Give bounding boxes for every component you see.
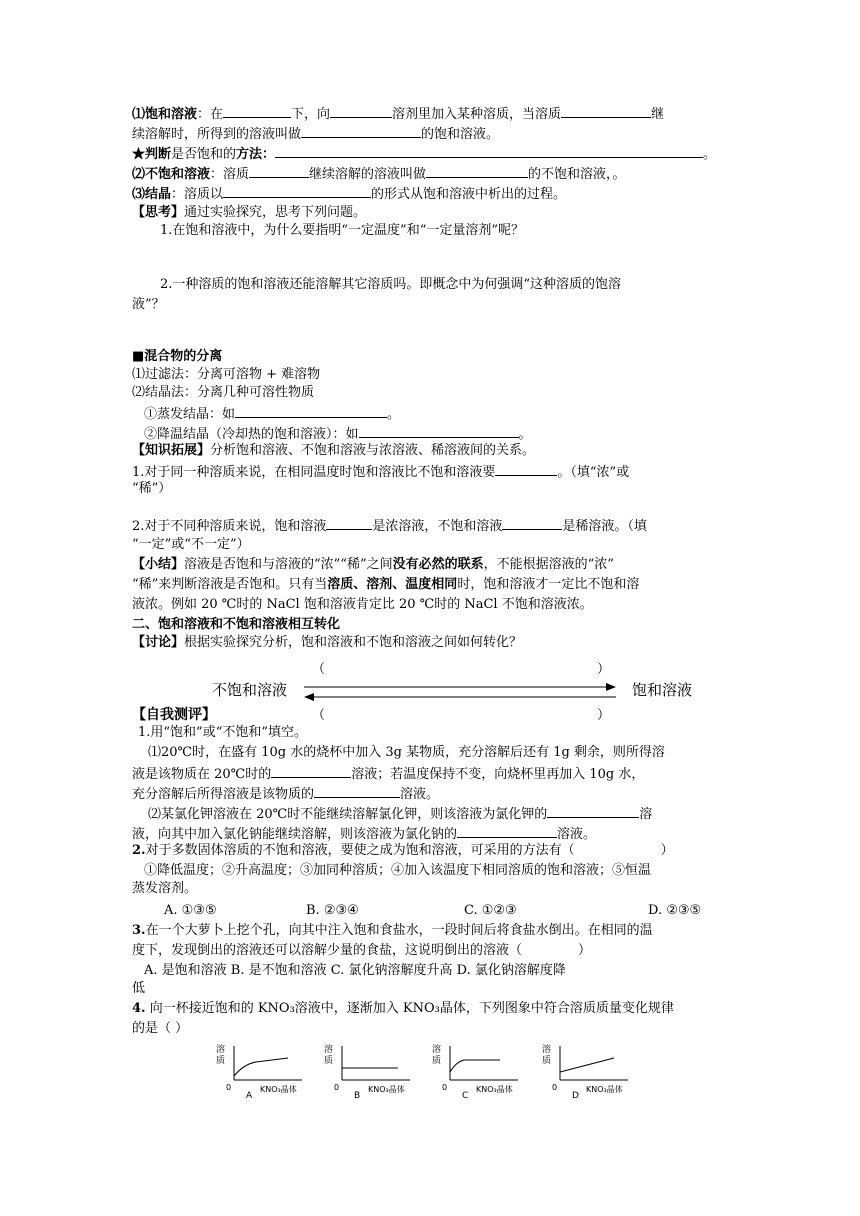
ext-q1-line1: 1.对于同一种溶质来说，在相同温度时饱和溶液比不饱和溶液要 。（填“浓”或	[132, 462, 629, 482]
graph-ylabel-1: 溶	[542, 1045, 552, 1055]
def-unsaturated-line: ⑵不饱和溶液：溶质 继续溶解的溶液叫做 的不饱和溶液，。	[132, 164, 626, 184]
paren-top-close: ）	[597, 662, 611, 677]
evaporation-line: ①蒸发结晶：如 。	[144, 404, 400, 424]
paren-bottom-open: （	[312, 708, 326, 723]
test-q4-line2: 的是（ ）	[132, 1021, 189, 1036]
graph-origin: 0	[226, 1083, 232, 1092]
graph-origin: 0	[442, 1083, 448, 1092]
graph-ylabel-1: 溶	[216, 1045, 226, 1055]
blank-unsat-of[interactable]	[426, 164, 528, 178]
cooling-line: ②降温结晶（冷却热的饱和溶液）：如 。	[144, 424, 532, 444]
graph-d[interactable]	[536, 1042, 636, 1104]
graph-a[interactable]	[210, 1042, 310, 1104]
blank-cool-example[interactable]	[359, 424, 519, 438]
graph-xlabel: KNO₃晶体	[368, 1085, 405, 1094]
extension-line: 【知识拓展】分析饱和溶液、不饱和溶液与浓溶液、稀溶液间的关系。	[132, 443, 536, 458]
graph-ylabel-2: 质	[542, 1056, 552, 1066]
think-q2-line1: 2.一种溶质的饱和溶液还能溶解其它溶质吗。即概念中为何强调“这种溶质的饱溶	[160, 277, 622, 292]
graph-ylabel-2: 质	[216, 1056, 226, 1066]
test-q2-choice-d[interactable]: D. ②③⑤	[648, 903, 702, 918]
discussion-line: 【讨论】根据实验探究分析，饱和溶液和不饱和溶液之间如何转化？	[132, 635, 523, 650]
arrowhead-left	[304, 693, 314, 701]
graph-letter: B	[354, 1091, 361, 1100]
test-q2-line: 2.对于多数固体溶质的不饱和溶液，要使之成为饱和溶液，可采用的方法有（ ）	[132, 843, 674, 858]
graph-ylabel-2: 质	[432, 1056, 442, 1066]
conversion-arrows	[300, 680, 620, 704]
test-q1a-line3: 充分溶解后所得溶液是该物质的 溶液。	[132, 784, 439, 804]
graph-xlabel: KNO₃晶体	[476, 1085, 513, 1094]
def-saturated-line1: ⑴饱和溶液：在 下，向 溶剂里加入某种溶质，当溶质 继	[132, 104, 664, 124]
ext-q2-line1: 2.对于不同种溶质来说，饱和溶液 是浓溶液，不饱和溶液 是稀溶液。（填	[132, 516, 647, 536]
blank-test-q1b-1[interactable]	[547, 804, 639, 818]
graph-origin: 0	[334, 1083, 340, 1092]
blank-test-q1a-1[interactable]	[271, 764, 351, 778]
graph-ylabel-2: 质	[324, 1056, 334, 1066]
blank-ext-q2a[interactable]	[326, 516, 372, 530]
think-q2-line2: 液”？	[132, 297, 165, 312]
filter-method: ⑴过滤法：分离可溶物 + 难溶物	[132, 367, 321, 382]
graph-ylabel-1: 溶	[432, 1045, 442, 1055]
blank-ext-q2b[interactable]	[502, 516, 562, 530]
blank-evap-example[interactable]	[235, 404, 387, 418]
def-saturated-line2: 续溶解时，所得到的溶液叫做 的饱和溶液。	[132, 124, 499, 144]
ext-q2-line2: “一定”或“不一定”）	[132, 537, 250, 552]
summary-line2: “稀”来判断溶液是否饱和。只有当溶质、溶剂、温度相同时，饱和溶液才一定比不饱和溶	[132, 577, 640, 592]
test-q1b-line2: 液，向其中加入氯化钠能继续溶解，则该溶液为氯化钠的 溶液。	[132, 824, 596, 844]
self-test-heading: 【自我测评】	[132, 707, 216, 723]
test-q1a-line1: ⑴20℃时，在盛有 10g 水的烧杯中加入 3g 某物质，充分溶解后还有 1g 剩余，则所得溶	[148, 745, 665, 760]
test-q1a-line2: 液是该物质在 20℃时的 溶液；若温度保持不变，向烧杯里再加入 10g 水，	[132, 764, 644, 784]
graph-letter: A	[246, 1091, 253, 1100]
blank-judge-method[interactable]	[275, 144, 703, 158]
blank-unsat-condition[interactable]	[249, 164, 309, 178]
graph-xlabel: KNO₃晶体	[586, 1085, 623, 1094]
paren-bottom-close: ）	[597, 708, 611, 723]
test-q1: 1.用“饱和”或“不饱和”填空。	[138, 725, 307, 740]
blank-solvent-amount[interactable]	[330, 104, 392, 118]
test-q3-options-line2: 低	[132, 981, 146, 996]
arrowhead-right	[606, 683, 616, 691]
summary-line3: 液浓。例如 20 ℃时的 NaCl 饱和溶液肯定比 20 ℃时的 NaCl 不饱和溶液浓。	[132, 597, 593, 612]
test-q3-options[interactable]: A. 是饱和溶液 B. 是不饱和溶液 C. 氯化钠溶解度升高 D. 氯化钠溶解度降	[144, 963, 566, 978]
think-line: 【思考】通过实验探究，思考下列问题。	[132, 205, 367, 220]
blank-test-q1b-2[interactable]	[457, 824, 557, 838]
test-q2-choice-a[interactable]: A. ①③⑤	[164, 903, 217, 918]
graph-b[interactable]	[318, 1042, 418, 1104]
test-q2-options-line1: ①降低温度；②升高温度；③加同种溶质；④加入该温度下相同溶质的饱和溶液；⑤恒温	[144, 863, 652, 878]
saturated-label: 饱和溶液	[632, 681, 693, 699]
blank-temperature[interactable]	[223, 104, 291, 118]
unsaturated-label: 不饱和溶液	[212, 681, 288, 699]
ext-q1-line2: “稀”）	[132, 481, 172, 496]
crystal-method: ⑵结晶法：分离几种可溶性物质	[132, 385, 315, 400]
test-q2-options-line2: 蒸发溶剂。	[132, 881, 198, 896]
blank-solute-condition[interactable]	[561, 104, 651, 118]
graph-ylabel-1: 溶	[324, 1045, 334, 1055]
graph-curve	[450, 1060, 500, 1072]
graph-curve	[560, 1058, 614, 1072]
think-q1: 1.在饱和溶液中，为什么要指明“一定温度”和“一定量溶剂”呢？	[160, 223, 524, 238]
test-q3-line1: 3.在一个大萝卜上挖个孔，向其中注入饱和食盐水，一段时间后将食盐水倒出。在相同的温	[132, 923, 653, 938]
blank-saturated-of[interactable]	[301, 124, 421, 138]
graph-curve	[234, 1058, 288, 1076]
blank-crystal-form[interactable]	[223, 184, 371, 198]
test-q3-line2: 度下，发现倒出的溶液还可以溶解少量的食盐，这说明倒出的溶液（ ）	[132, 943, 592, 958]
def1-label: ⑴饱和溶液	[132, 107, 198, 122]
blank-test-q1a-2[interactable]	[314, 784, 400, 798]
graph-xlabel: KNO₃晶体	[260, 1085, 297, 1094]
graph-c[interactable]	[426, 1042, 526, 1104]
test-q4-line1: 4. 向一杯接近饱和的 KNO₃溶液中，逐渐加入 KNO₃晶体，下列图象中符合溶质质量变化规律	[132, 1001, 674, 1016]
judge-method-line: ★判断是否饱和的方法： 。	[132, 144, 716, 164]
conversion-heading: 二、饱和溶液和不饱和溶液相互转化	[132, 617, 341, 632]
paren-top-open: （	[312, 662, 326, 677]
test-q2-choice-c[interactable]: C. ①②③	[464, 903, 517, 918]
test-q2-choice-b[interactable]: B. ②③④	[306, 903, 359, 918]
def-crystallization-line: ⑶结晶：溶质以 的形式从饱和溶液中析出的过程。	[132, 184, 566, 204]
summary-line1: 【小结】溶液是否饱和与溶液的“浓”“稀”之间没有必然的联系，不能根据溶液的“浓”	[132, 557, 614, 572]
graph-letter: C	[462, 1091, 469, 1100]
graph-letter: D	[572, 1091, 579, 1100]
separation-heading: ■混合物的分离	[132, 349, 223, 364]
blank-ext-q1[interactable]	[495, 462, 557, 476]
test-q1b-line1: ⑵某氯化钾溶液在 20℃时不能继续溶解氯化钾，则该溶液为氯化钾的 溶	[148, 804, 652, 824]
graph-origin: 0	[552, 1083, 558, 1092]
